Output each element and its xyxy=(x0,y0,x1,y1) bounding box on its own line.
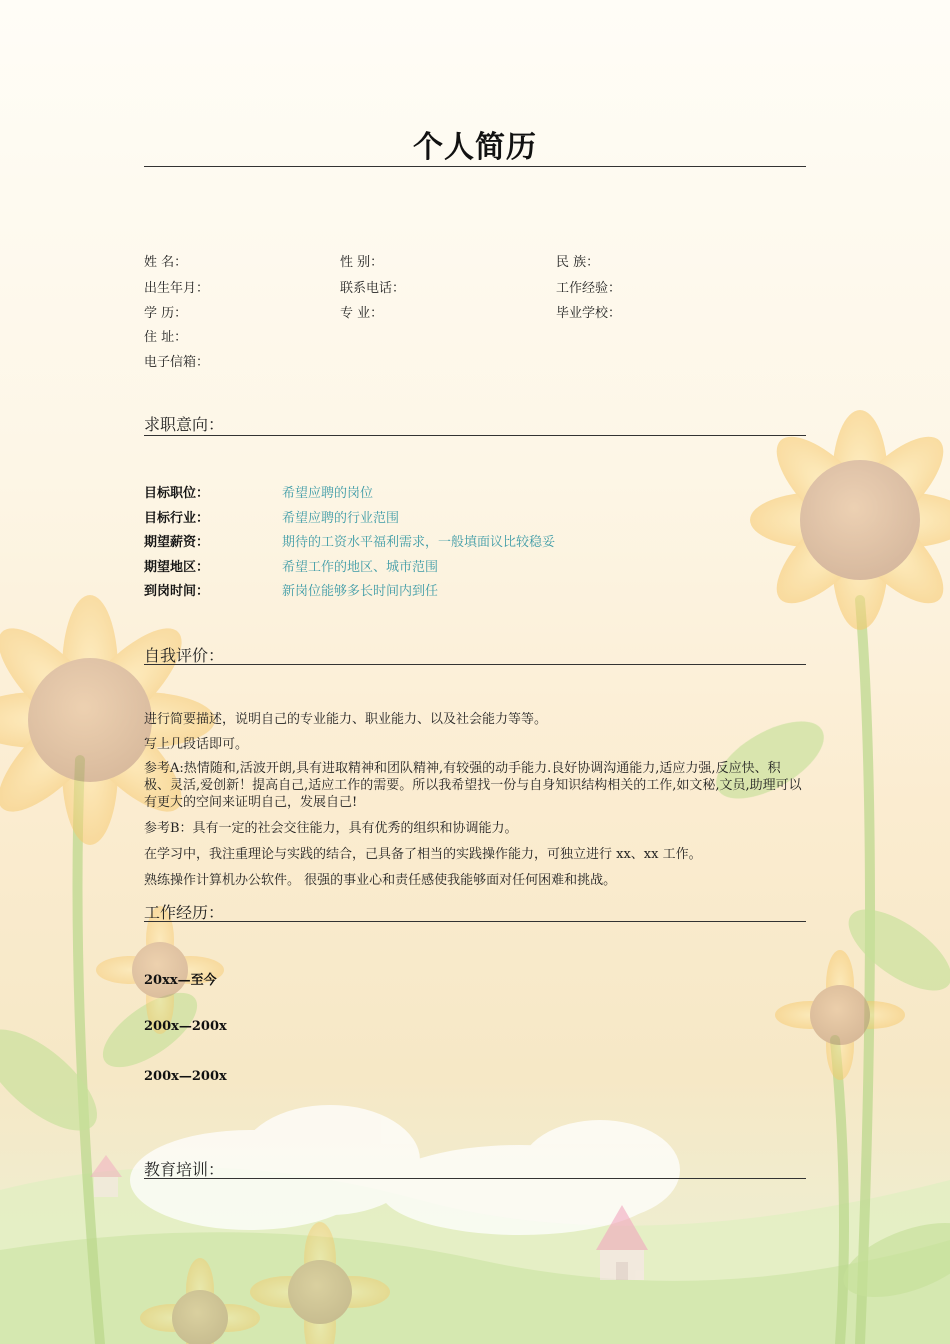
job-intent-value: 希望工作的地区、城市范围 xyxy=(282,560,439,575)
education-training-divider xyxy=(144,1178,806,1179)
job-intent-label: 到岗时间： xyxy=(144,584,210,599)
job-intent-value: 新岗位能够多长时间内到任 xyxy=(282,584,439,599)
field-ethnicity: 民 族： xyxy=(556,255,600,270)
field-address: 住 址： xyxy=(144,330,188,345)
field-email: 电子信箱： xyxy=(144,355,210,370)
education-training-heading: 教育培训： xyxy=(144,1160,225,1179)
job-intent-label: 期望薪资： xyxy=(144,535,210,550)
self-eval-paragraph: 参考B：具有一定的社会交往能力，具有优秀的组织和协调能力。 xyxy=(144,821,518,836)
job-intent-divider xyxy=(144,435,806,436)
job-intent-value: 希望应聘的岗位 xyxy=(282,486,374,501)
self-eval-divider xyxy=(144,664,806,665)
self-eval-paragraph: 在学习中，我注重理论与实践的结合，己具备了相当的实践操作能力，可独立进行 xx、xx 工作。 xyxy=(144,847,702,862)
self-eval-paragraph: 写上几段话即可。 xyxy=(144,737,249,752)
job-intent-label: 期望地区： xyxy=(144,560,210,575)
field-school: 毕业学校： xyxy=(556,306,622,321)
field-experience: 工作经验： xyxy=(556,281,622,296)
self-eval-paragraph: 参考A:热情随和,活波开朗,具有进取精神和团队精神,有较强的动手能力.良好协调沟通能力,适应力强,反应快、积极、灵活,爱创新！提高自己,适应工作的需要。所以我希望找一份与自身知识结构相关的工作,如文秘,文员,助理可以有更大的空间来证明自己，发展自己! xyxy=(144,761,802,810)
field-name: 姓 名： xyxy=(144,255,188,270)
self-eval-paragraph: 熟练操作计算机办公软件。 很强的事业心和责任感使我能够面对任何困难和挑战。 xyxy=(144,873,617,888)
job-intent-label: 目标行业： xyxy=(144,511,210,526)
job-intent-value: 期待的工资水平福利需求，一般填面议比较稳妥 xyxy=(282,535,556,550)
work-period: 200x—200x xyxy=(144,1069,227,1084)
job-intent-heading: 求职意向： xyxy=(144,415,225,434)
self-eval-heading: 自我评价： xyxy=(144,646,225,665)
work-heading: 工作经历： xyxy=(144,903,225,922)
field-phone: 联系电话： xyxy=(340,281,406,296)
field-major: 专 业： xyxy=(340,306,384,321)
field-gender: 性 别： xyxy=(340,255,384,270)
work-period: 200x—200x xyxy=(144,1019,227,1034)
work-divider xyxy=(144,921,806,922)
job-intent-label: 目标职位： xyxy=(144,486,210,501)
work-period: 20xx—至今 xyxy=(144,973,217,988)
field-education: 学 历： xyxy=(144,306,188,321)
page-title: 个人简历 xyxy=(413,130,537,165)
title-divider xyxy=(144,166,806,167)
job-intent-value: 希望应聘的行业范围 xyxy=(282,511,400,526)
self-eval-paragraph: 进行简要描述，说明自己的专业能力、职业能力、以及社会能力等等。 xyxy=(144,712,548,727)
field-birth: 出生年月： xyxy=(144,281,210,296)
